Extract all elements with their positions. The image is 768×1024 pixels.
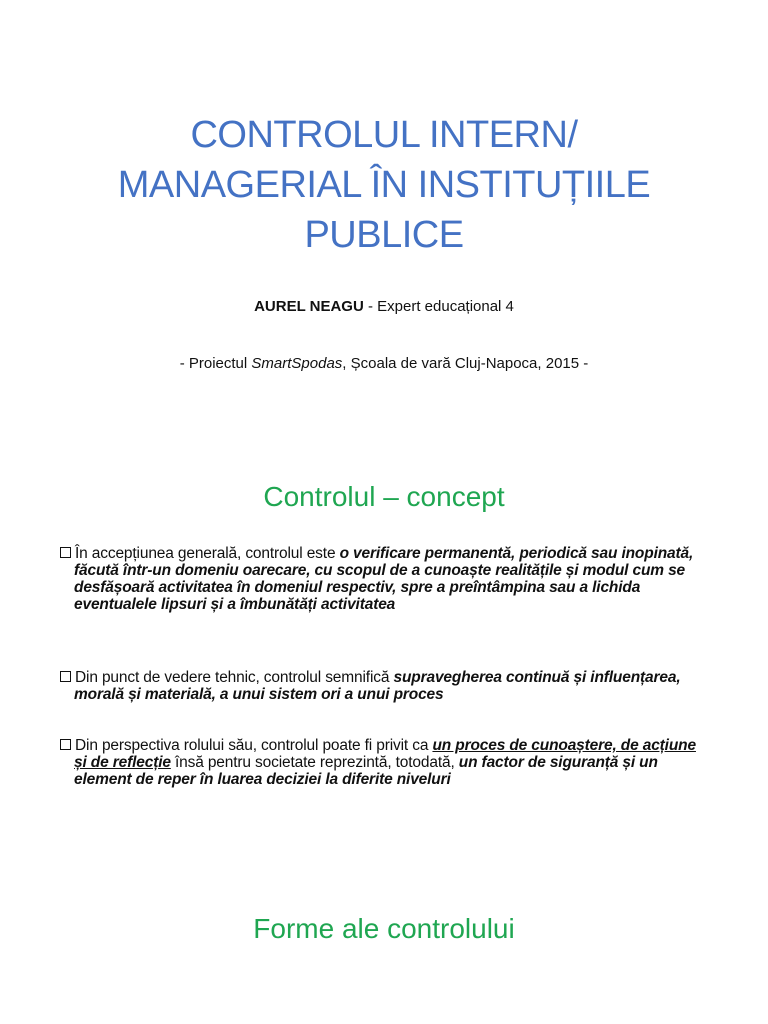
bullet-text: [60, 737, 710, 788]
bullet-text-emphasis: o verificare permanentă, periodică sau inopinată, făcută într-un domeniu oarecare, cu scopul de a cunoaște realitățile și modul cum se desfășoară activitatea în domeniul respectiv, spre a preîntâmpina sau a lichida eventualele lipsuri și a îmbunătăți activitatea: [74, 545, 694, 613]
project-prefix: - Proiectul: [179, 355, 252, 372]
bullet-item: [60, 737, 710, 788]
bullet-text-normal: În accepțiunea generală, controlul este: [75, 545, 340, 562]
title-line-3: PUBLICE: [304, 214, 464, 256]
bullet-text: [60, 545, 710, 613]
checkbox-icon: [60, 547, 71, 558]
bullet-item: [60, 545, 710, 613]
checkbox-icon: [60, 671, 71, 682]
title-line-2: MANAGERIAL ÎN INSTITUȚIILE: [117, 164, 651, 206]
bullet-text-normal: Din punct de vedere tehnic, controlul semnifică: [75, 669, 394, 686]
project-name: SmartSpodas: [251, 355, 343, 372]
project-suffix: , Școala de vară Cluj-Napoca, 2015 -: [342, 355, 589, 372]
title-line-1: CONTROLUL INTERN/: [190, 114, 578, 156]
project-line: [0, 354, 768, 374]
section-heading-concept: Controlul – concept: [263, 481, 505, 512]
author-name: AUREL NEAGU: [254, 298, 364, 315]
section-heading-forms: Forme ale controlului: [253, 913, 515, 944]
bullet-text-normal: Din perspectiva rolului său, controlul poate fi privit ca: [75, 737, 433, 754]
bullet-text: [60, 669, 710, 703]
author-line: [0, 297, 768, 317]
bullet-text-emphasis-underlined: un proces de cunoaștere, de acțiune și de reflecție: [74, 737, 696, 771]
page-title: [40, 110, 728, 260]
author-role: - Expert educațional 4: [363, 298, 514, 315]
bullet-text-emphasis: un factor de siguranță și un element de reper în luarea deciziei la diferite niveluri: [74, 754, 658, 788]
checkbox-icon: [60, 739, 71, 750]
bullet-text-normal: însă pentru societate reprezintă, totodată,: [170, 754, 459, 771]
bullet-item: [60, 669, 710, 703]
bullet-text-emphasis: supravegherea continuă și influențarea, morală și materială, a unui sistem ori a unui proces: [74, 669, 681, 703]
